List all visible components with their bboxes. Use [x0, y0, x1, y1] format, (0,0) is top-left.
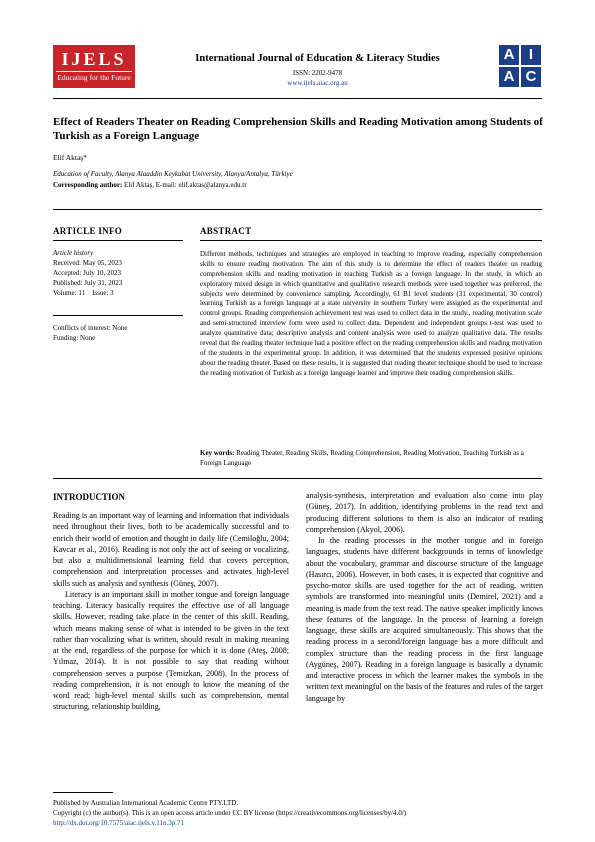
logo-letter: I: [521, 45, 541, 65]
doi-link[interactable]: http://dx.doi.org/10.7575/aiac.ijels.v.11n.3p.71: [53, 819, 184, 827]
abstract-text: Different methods, techniques and strategies are employed in teaching to improve reading, especially comprehension skills to ensure reading motivation. The aim of this study is to determine the effect of readers theater on reading comprehension skills and reading motivation in teaching Turkish as a foreign language. In the study, in which an exploratory mixed design in which quantitative and qualitative research methods were used together was preferred, the subjects were determined by convenience sampling. Accordingly, 61 B1 level students (31 experimental, 30 control) learning Turkish as a foreign language at a state university in southern Turkey were assigned as the experimental and control groups. Reading comprehension achievement test was used to collect data in the study., reading motivation scale and semi-structured interview form were used to collect data. Dependent and independent groups t-test was used to analyze quantitative data; descriptive analysis and content analysis were used to analyze qualitative data. The results reveal that the reading theater technique had a positive effect on the reading comprehension skills and reading motivation of the students in the experimental group. In addition, it was determined that the students expressed positive opinions about the reading theater. Based on these results, it is suggested that reading theater technique should be used to increase the reading motivation of Turkish as a foreign language learner and improve their reading comprehension skills.: [200, 250, 542, 377]
funding: Funding: None: [53, 334, 96, 342]
abstract-divider: [200, 240, 542, 241]
journal-logo: [53, 45, 135, 88]
header-divider: [53, 98, 542, 99]
footer-rule: [53, 792, 113, 793]
corresponding-label: Corresponding author:: [53, 181, 123, 189]
received-date: Received: May 05, 2023: [53, 259, 122, 267]
article-info-heading: ARTICLE INFO: [53, 226, 123, 236]
keywords-label: Key words:: [200, 449, 235, 457]
corresponding-author: [53, 181, 247, 189]
journal-title: International Journal of Education & Literacy Studies: [195, 53, 440, 64]
publisher-line: Published by Australian International Academic Centre PTY.LTD.: [53, 799, 239, 807]
author-name: Elif Aktaş*: [53, 153, 87, 162]
issn: ISSN: 2202-9478: [292, 69, 343, 77]
abstract-heading: ABSTRACT: [200, 226, 252, 236]
corresponding-text: Elif Aktaş, E-mail: elif.aktas@alanya.edu.tr: [122, 181, 247, 189]
keywords: [200, 448, 542, 468]
article-info-divider: [53, 240, 183, 241]
copyright-line: Copyright (c) the author(s). This is an open access article under CC BY license (https://creativecommons.org/licenses/by/4.0/): [53, 809, 407, 817]
affiliation: Education of Faculty, Alanya Alaaddin Keykubat University, Alanya/Antalya, Türkiye: [53, 170, 293, 178]
logo-letter: C: [521, 67, 541, 87]
paragraph: In the reading processes in the mother tongue and in foreign languages, students have different backgrounds in terms of knowledge about the vocabulary, grammar and discourse structure of the language (Hasırcı, 2006). However, in both cases, it is expected that cognitive and psycho-motor skills are used together for the act of reading, written symbols are transformed into meaningful units (Demirel, 2021) and a meaning is made from the text read. The native speaker implicitly knows these features of the language. In the process of learning a foreign language, these skills are acquired simultaneously. This shows that the reading process in a second/foreign language has a more difficult and complex structure than the reading process in the first language (Aygüneş, 2007). Reading in a foreign language is basically a dynamic and interactive process in which the learner makes the symbols in the written text meaningful on the basis of the features and rules of the target language by: [306, 536, 543, 703]
abstract-bottom-divider: [53, 478, 542, 479]
body-column-left: [53, 510, 289, 713]
history-label: Article history: [53, 249, 94, 257]
published-date: Published: July 31, 2023: [53, 279, 123, 287]
conflicts: Conflicts of interest: None: [53, 324, 128, 332]
declarations: [53, 323, 183, 343]
body-column-right: [306, 490, 543, 704]
paragraph: Reading is an important way of learning and information that individuals need throughout their lives, both to be academically successful and to enrich their world of emotion and thought in daily life (Cemiloğlu, 2004; Kavcar et al., 2016). Reading is not only the act of seeing or vocalizing, but also a multidimensional learning field that covers perception, comprehension and interpretation processes and activates high-level skills such as analysis and synthesis (Güneş, 2007).: [53, 511, 289, 588]
info-divider: [53, 315, 183, 316]
volume-issue: Volume: 11 Issue: 3: [53, 289, 114, 297]
paper-title: Effect of Readers Theater on Reading Comprehension Skills and Reading Motivation among Students of Turkish as a Foreign Language: [53, 116, 543, 142]
paragraph: Literacy is an important skill in mother tongue and foreign language teaching. Literacy basically requires the effective use of all language skills. However, reading take place in the center of this skill. Reading, which means making sense of what is intended to be given in the text rather than vocalizing what is written, should result in making meaning at the end, regardless of the purpose for which it is done (Ateş, 2008; Yılmaz, 2014). It is not possible to say that reading without comprehension serves a purpose (Temizkan, 2008). In the process of reading comprehension, it is not enough to know the meaning of the word read; high-level mental skills such as comprehension, mental structuring, relationship building,: [53, 589, 289, 712]
logo-letter: A: [499, 45, 519, 65]
logo-tagline: Educating for the Future: [57, 73, 131, 82]
footer: [53, 798, 553, 828]
section-heading: INTRODUCTION: [53, 492, 126, 502]
keywords-text: Reading Theater, Reading Skills, Reading Comprehension, Reading Motivation, Teaching Turkish as a Foreign Language: [200, 449, 524, 467]
paragraph: analysis-synthesis, interpretation and evaluation also come into play (Güneş, 2017). In addition, identifying problems in the read text and producing different solutions to them is also an indicator of reading comprehension (Akyol, 2006).: [306, 491, 543, 534]
logo-letter: A: [499, 67, 519, 87]
logo-text: IJELS: [61, 49, 127, 69]
article-history: [53, 248, 183, 298]
accepted-date: Accepted: July 10, 2023: [53, 269, 122, 277]
publisher-logo: [499, 45, 541, 87]
title-divider: [53, 209, 542, 210]
journal-url[interactable]: www.ijels.aiac.org.au: [287, 79, 348, 87]
